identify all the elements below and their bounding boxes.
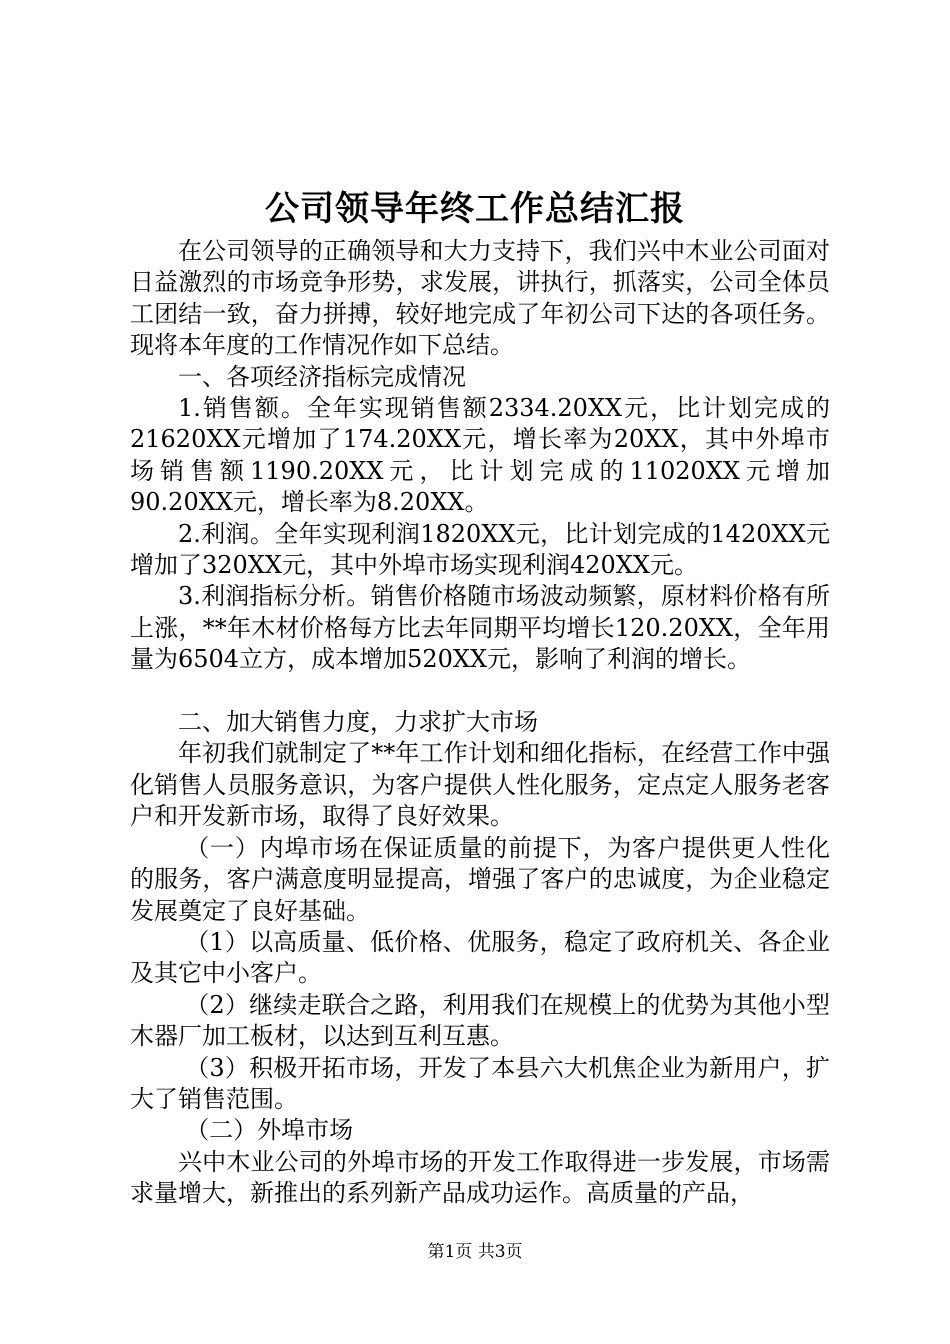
- page-footer: 第1页 共3页: [427, 1242, 523, 1262]
- paragraph-external-market: 兴中木业公司的外埠市场的开发工作取得进一步发展，市场需求量增大，新推出的系列新产品成功运作。高质量的产品，: [130, 1147, 830, 1208]
- paragraph-profit-analysis: 3.利润指标分析。销售价格随市场波动频繁，原材料价格有所上涨，**年木材价格每方比去年同期平均增长120.20XX，全年用量为6504立方，成本增加520XX元，影响了利润的增长。: [130, 582, 830, 674]
- subheading-external-market: （二）外埠市场: [185, 1116, 354, 1145]
- list-item-1: （1）以高质量、低价格、优服务，稳定了政府机关、各企业及其它中小客户。: [130, 927, 830, 988]
- list-item-2: （2）继续走联合之路，利用我们在规模上的优势为其他小型木器厂加工板材，以达到互利互惠。: [130, 990, 830, 1051]
- intro-paragraph: 在公司领导的正确领导和大力支持下，我们兴中木业公司面对日益激烈的市场竞争形势，求发展，讲执行，抓落实，公司全体员工团结一致，奋力拼搏，较好地完成了年初公司下达的各项任务。现将本年度的工作情况作如下总结。: [130, 237, 830, 360]
- paragraph-sales: 1.销售额。全年实现销售额2334.20XX元，比计划完成的21620XX元增加了174.20XX元，增长率为20XX，其中外埠市场销售额1190.20XX元，比计划完成的11020XX元增加90.20XX元，增长率为8.20XX。: [130, 394, 830, 517]
- paragraph-local-market: （一）内埠市场在保证质量的前提下，为客户提供更人性化的服务，客户满意度明显提高，增强了客户的忠诚度，为企业稳定发展奠定了良好基础。: [130, 833, 830, 925]
- section-heading-sales-effort: 二、加大销售力度，力求扩大市场: [178, 708, 538, 737]
- paragraph-profit: 2.利润。全年实现利润1820XX元，比计划完成的1420XX元增加了320XX元，其中外埠市场实现利润420XX元。: [130, 519, 830, 580]
- document-body: [130, 236, 830, 1210]
- blank-line: [130, 676, 830, 707]
- section-heading-economic-indicators: 一、各项经济指标完成情况: [178, 362, 466, 391]
- document-title: 公司领导年终工作总结汇报: [265, 189, 685, 229]
- paragraph-annual-plan: 年初我们就制定了**年工作计划和细化指标，在经营工作中强化销售人员服务意识，为客户提供人性化服务，定点定人服务老客户和开发新市场，取得了良好效果。: [130, 739, 830, 831]
- list-item-3: （3）积极开拓市场，开发了本县六大机焦企业为新用户，扩大了销售范围。: [130, 1053, 830, 1113]
